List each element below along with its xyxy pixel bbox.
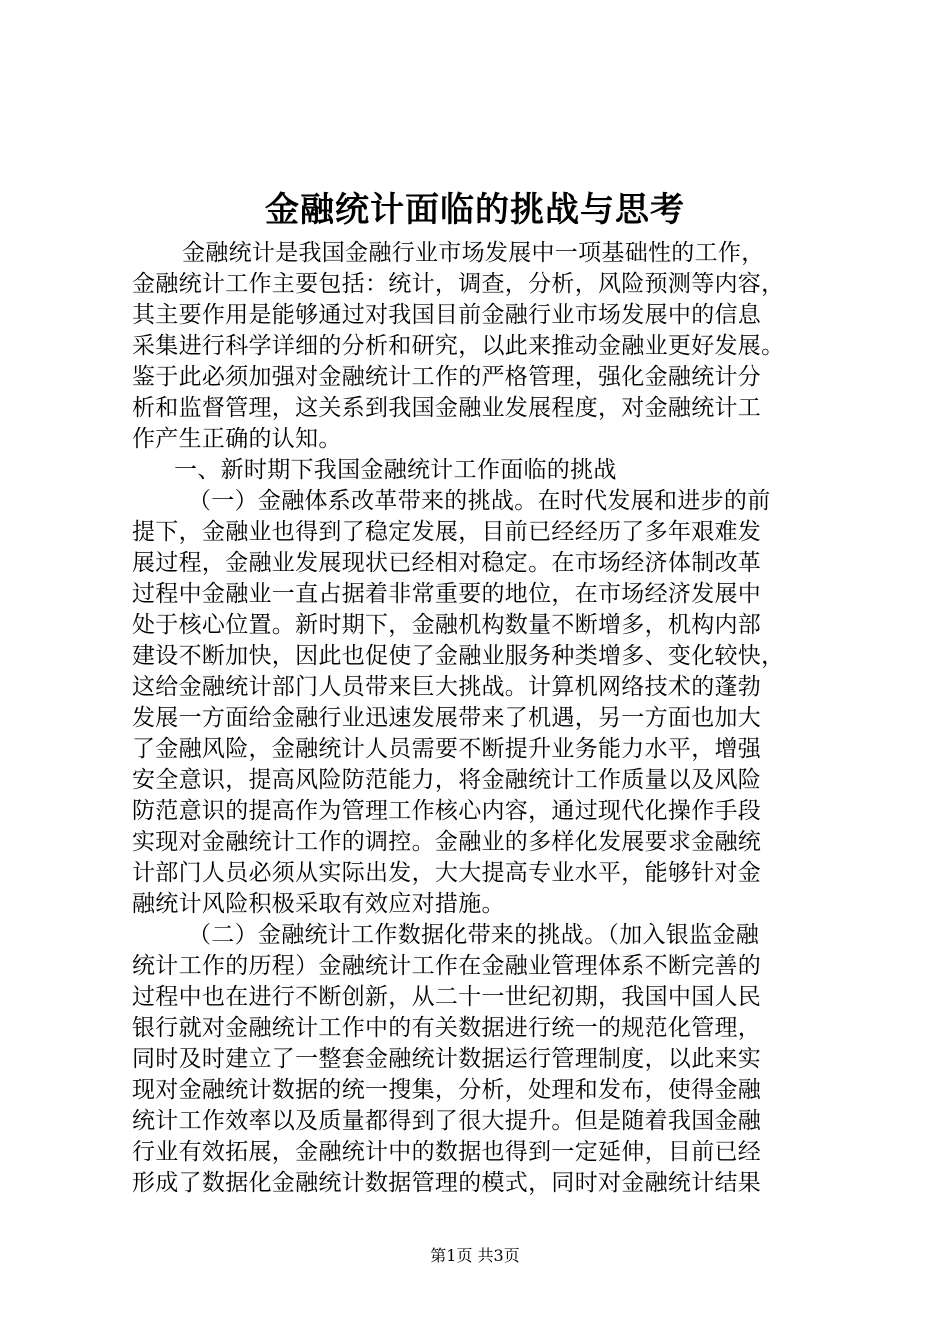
text-line: 统计工作效率以及质量都得到了很大提升。但是随着我国金融: [132, 1108, 762, 1134]
text-line: （二）金融统计工作数据化带来的挑战。（加入银监金融: [188, 922, 759, 948]
text-line: 了金融风险，金融统计人员需要不断提升业务能力水平，增强: [132, 736, 762, 762]
text-line: 实现对金融统计工作的调控。金融业的多样化发展要求金融统: [132, 829, 762, 855]
text-line: 计部门人员必须从实际出发，大大提高专业水平，能够针对金: [132, 860, 762, 886]
section-heading: 一、新时期下我国金融统计工作面临的挑战: [174, 457, 617, 483]
text-line: 这给金融统计部门人员带来巨大挑战。计算机网络技术的蓬勃: [132, 674, 762, 700]
text-line: 防范意识的提高作为管理工作核心内容，通过现代化操作手段: [132, 798, 762, 824]
text-line: 鉴于此必须加强对金融统计工作的严格管理，强化金融统计分: [132, 364, 762, 390]
text-line: 安全意识，提高风险防范能力，将金融统计工作质量以及风险: [132, 767, 762, 793]
text-line: （一）金融体系改革带来的挑战。在时代发展和进步的前: [188, 488, 771, 514]
text-line: 银行就对金融统计工作中的有关数据进行统一的规范化管理，: [132, 1015, 762, 1041]
text-line: 融统计风险积极采取有效应对措施。: [132, 891, 505, 917]
document-body: [132, 238, 832, 1199]
text-line: 处于核心位置。新时期下，金融机构数量不断增多，机构内部: [132, 612, 762, 638]
text-line: 形成了数据化金融统计数据管理的模式，同时对金融统计结果: [132, 1170, 762, 1196]
page-footer: 第1页 共3页: [430, 1246, 520, 1265]
text-line: 行业有效拓展，金融统计中的数据也得到一定延伸，目前已经: [132, 1139, 762, 1165]
text-line: 过程中金融业一直占据着非常重要的地位，在市场经济发展中: [132, 581, 762, 607]
text-line: 过程中也在进行不断创新，从二十一世纪初期，我国中国人民: [132, 984, 762, 1010]
text-line: 提下，金融业也得到了稳定发展，目前已经经历了多年艰难发: [132, 519, 762, 545]
text-line: 析和监督管理，这关系到我国金融业发展程度，对金融统计工: [132, 395, 762, 421]
text-line: 统计工作的历程）金融统计工作在金融业管理体系不断完善的: [132, 953, 762, 979]
text-line: 作产生正确的认知。: [132, 426, 342, 452]
text-line: 金融统计工作主要包括：统计，调查，分析，风险预测等内容，: [132, 271, 785, 297]
text-line: 金融统计是我国金融行业市场发展中一项基础性的工作，: [182, 240, 765, 266]
document-title: 金融统计面临的挑战与思考: [265, 190, 685, 230]
text-line: 现对金融统计数据的统一搜集，分析，处理和发布，使得金融: [132, 1077, 762, 1103]
text-line: 建设不断加快，因此也促使了金融业服务种类增多、变化较快，: [132, 643, 785, 669]
text-line: 同时及时建立了一整套金融统计数据运行管理制度，以此来实: [132, 1046, 762, 1072]
text-line: 发展一方面给金融行业迅速发展带来了机遇，另一方面也加大: [132, 705, 762, 731]
text-line: 展过程，金融业发展现状已经相对稳定。在市场经济体制改革: [132, 550, 762, 576]
text-line: 采集进行科学详细的分析和研究，以此来推动金融业更好发展。: [132, 333, 785, 359]
text-line: 其主要作用是能够通过对我国目前金融行业市场发展中的信息: [132, 302, 762, 328]
